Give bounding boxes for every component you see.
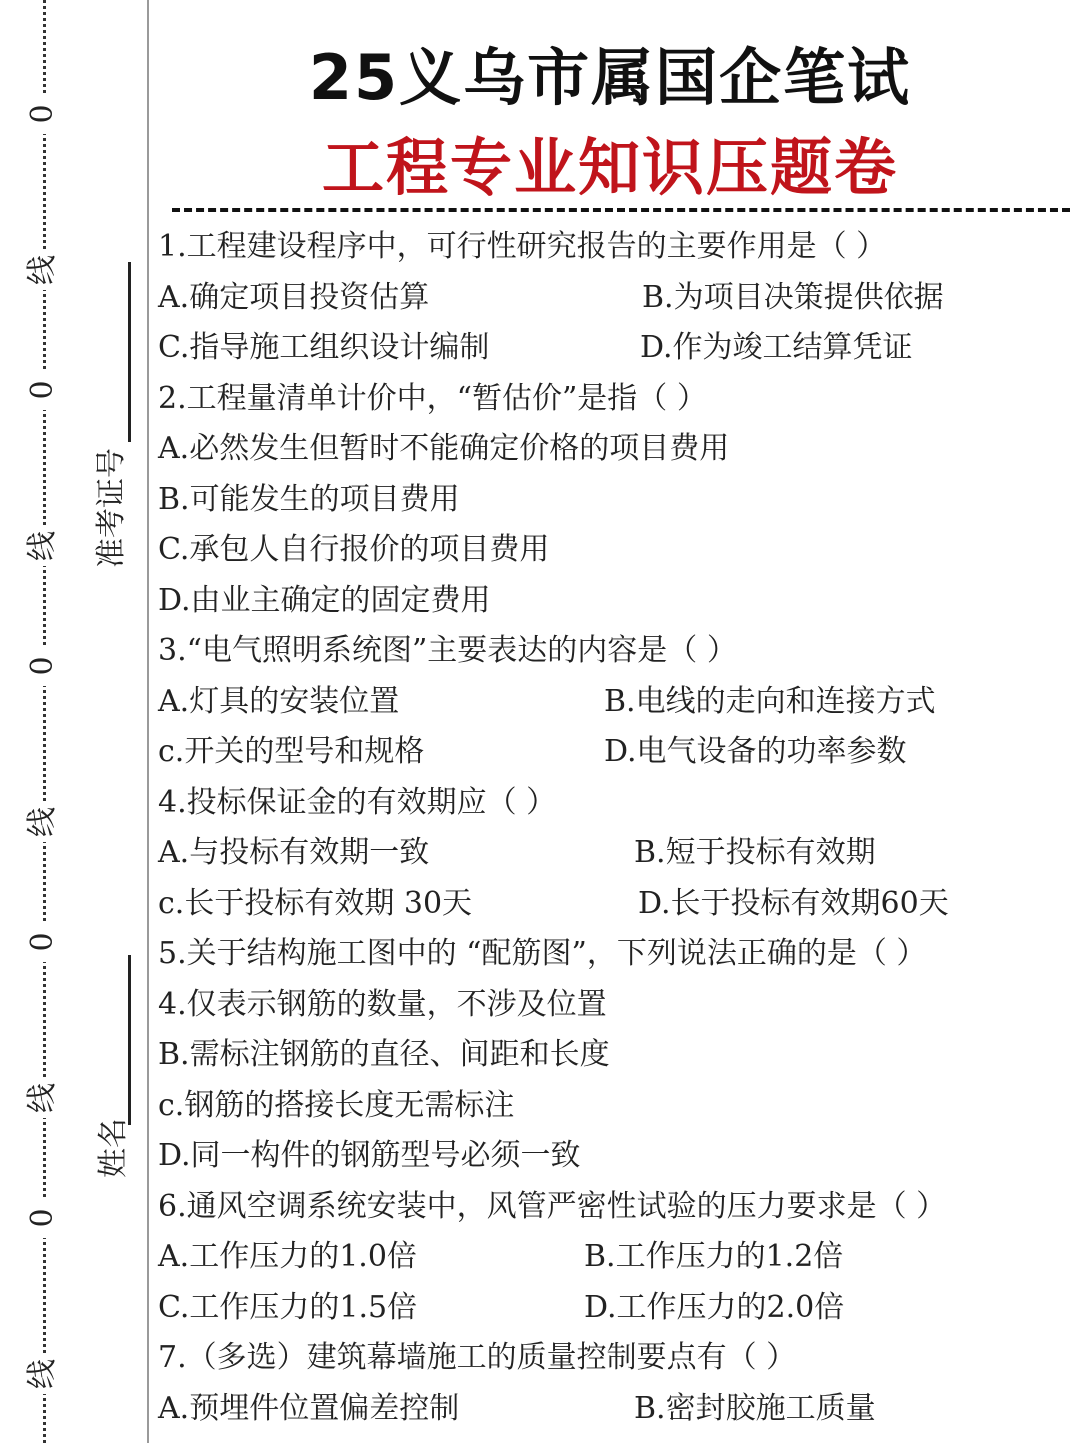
question-stem: 2.工程量清单计价中，“暂估价”是指（ ） (158, 380, 707, 416)
option: c.开关的型号和规格 (158, 734, 425, 769)
option-row (158, 1283, 1058, 1334)
margin-marker: 线 (21, 802, 65, 842)
margin-marker: 0 (21, 646, 65, 686)
option: D.工作压力的2.0倍 (584, 1289, 845, 1325)
name-label: 姓名 (96, 1118, 131, 1178)
option: B.电线的走向和连接方式 (604, 683, 936, 719)
option: A.工作压力的1.0倍 (158, 1239, 417, 1274)
option: B.可能发生的项目费用 (158, 481, 460, 517)
question-list (158, 222, 1058, 1434)
option: A.预埋件位置偏差控制 (158, 1390, 460, 1426)
option: D.作为竣工结算凭证 (640, 330, 913, 365)
question-stem: 1.工程建设程序中，可行性研究报告的主要作用是（ ） (158, 229, 887, 264)
dashed-divider (172, 208, 1070, 212)
question-stem: 3.“电气照明系统图”主要表达的内容是（ ） (158, 633, 737, 668)
page-title: 25义乌市属国企笔试 (308, 41, 912, 114)
margin-marker: 线 (21, 1078, 65, 1118)
question-stem: 6.通风空调系统安装中，风管严密性试验的压力要求是（ ） (158, 1188, 947, 1224)
margin-marker: 0 (21, 922, 65, 962)
option-row (158, 1232, 1058, 1283)
option: B.工作压力的1.2倍 (584, 1239, 844, 1274)
question-stem: 5.关于结构施工图中的 “配筋图”，下列说法正确的是（ ） (158, 936, 927, 971)
option: C.指导施工组织设计编制 (158, 330, 490, 365)
margin-marker: 线 (21, 250, 65, 290)
question-stem: 7.（多选）建筑幕墙施工的质量控制要点有（ ） (158, 1340, 797, 1375)
option: A.与投标有效期一致 (158, 835, 430, 870)
option-row (158, 273, 1058, 324)
binding-margin (0, 0, 150, 1443)
option: A.灯具的安装位置 (158, 683, 400, 719)
option: C.工作压力的1.5倍 (158, 1289, 418, 1325)
option: c.钢筋的搭接长度无需标注 (158, 1087, 515, 1123)
margin-rule (147, 0, 149, 1443)
question-stem: 4.投标保证金的有效期应（ ） (158, 784, 557, 820)
exam-id-line (128, 262, 131, 442)
option: B.需标注钢筋的直径、间距和长度 (158, 1037, 610, 1072)
margin-marker: 线 (21, 526, 65, 566)
name-line (128, 955, 131, 1125)
option: c.长于投标有效期 30天 (158, 885, 473, 921)
option: D.电气设备的功率参数 (604, 734, 907, 769)
option: B.短于投标有效期 (634, 835, 876, 870)
option: 4.仅表示钢筋的数量，不涉及位置 (158, 986, 607, 1022)
margin-marker: 线 (21, 1354, 65, 1394)
page-subtitle: 工程专业知识压题卷 (321, 131, 898, 204)
option: B.密封胶施工质量 (634, 1390, 876, 1426)
option-row (158, 677, 1058, 728)
option: D.长于投标有效期60天 (638, 885, 949, 921)
option-row (158, 1384, 1058, 1435)
option: B.为项目决策提供依据 (642, 279, 944, 315)
option-row (158, 323, 1058, 374)
option: D.同一构件的钢筋型号必须一致 (158, 1138, 581, 1173)
margin-marker: 0 (21, 370, 65, 410)
margin-marker: 0 (21, 1198, 65, 1238)
option: A.必然发生但暂时不能确定价格的项目费用 (158, 431, 730, 466)
option-row (158, 828, 1058, 879)
option-row (158, 879, 1058, 930)
option: D.由业主确定的固定费用 (158, 582, 491, 618)
option: C.承包人自行报价的项目费用 (158, 532, 550, 567)
margin-marker: 0 (21, 94, 65, 134)
option: A.确定项目投资估算 (158, 279, 430, 315)
exam-id-label: 准考证号 (94, 448, 129, 568)
option-row (158, 727, 1058, 778)
